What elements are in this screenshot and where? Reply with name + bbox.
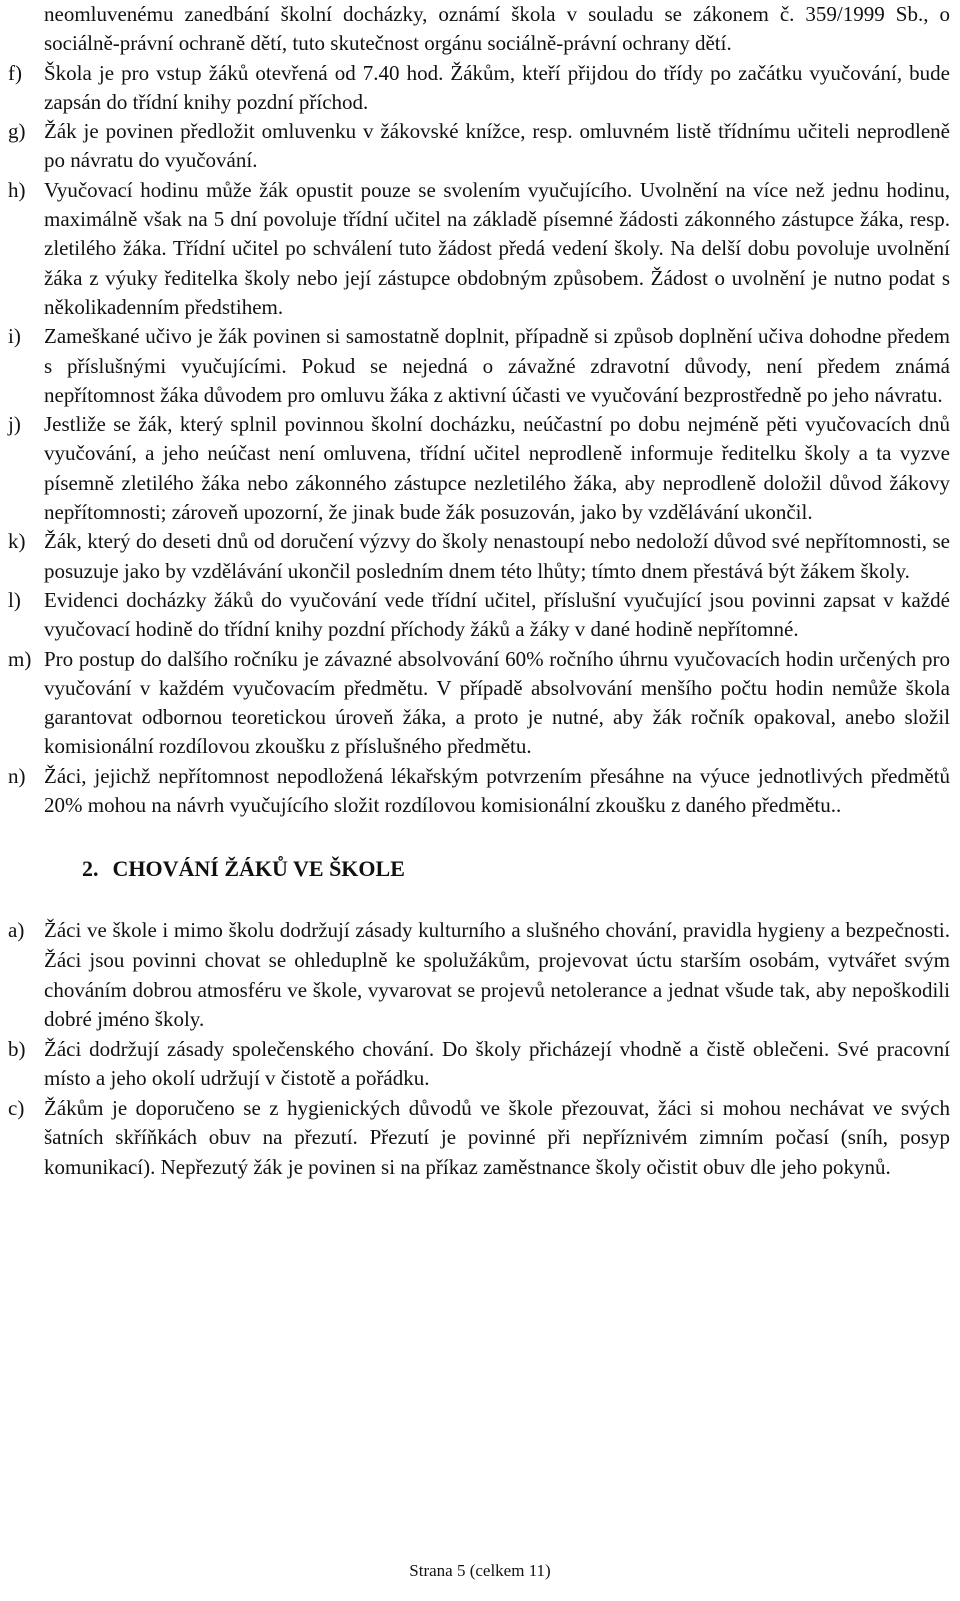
behavior-rules-list [0, 916, 960, 1182]
list-item [0, 1094, 960, 1183]
item-text: Žák je povinen předložit omluvenku v žákovské knížce, resp. omluvném listě třídnímu učiteli neprodleně po návratu do vyučování. [44, 119, 950, 173]
item-marker: c) [8, 1095, 25, 1120]
list-item [0, 410, 960, 527]
list-item [0, 527, 960, 586]
item-text: Žák, který do deseti dnů od doručení výzvy do školy nenastoupí nebo nedoloží důvod své nepřítomnosti, se posuzuje jako by vzdělávání ukončil posledním dnem této lhůty; tímto dnem přestává být žákem školy. [44, 529, 950, 583]
attendance-rules-list [0, 59, 960, 821]
list-item [0, 586, 960, 645]
list-item [0, 322, 960, 410]
item-marker: b) [8, 1036, 26, 1061]
list-item [0, 762, 960, 821]
item-text: Žáci dodržují zásady společenského chování. Do školy přicházejí vhodně a čistě oblečeni. Své pracovní místo a jeho okolí udržují v čistotě a pořádku. [44, 1036, 950, 1091]
item-text: Žákům je doporučeno se z hygienických důvodů ve škole přezouvat, žáci si mohou nechávat ve svých šatních skříňkách obuv na přezutí. Přezutí je povinné při nepříznivém zimním počasí (sníh, posyp komunikací). Nepřezutý žák je povinen si na příkaz zaměstnance školy očistit obuv dle jeho pokynů. [44, 1095, 950, 1180]
item-marker: g) [8, 119, 26, 144]
item-marker: a) [8, 918, 25, 943]
item-text: Jestliže se žák, který splnil povinnou školní docházku, neúčastní po dobu nejméně pěti vyučovacích dnů vyučování, a jeho neúčast není omluvena, třídní učitel neprodleně informuje ředitelku školy a ta vyzve písemně zletilého žáka nebo zákonného zástupce nezletilého žáka, aby neprodleně doložil důvod žákovy nepřítomnosti; zároveň upozorní, že jinak bude žák posuzován, jako by vzdělávání ukončil. [44, 412, 950, 525]
item-text: Žáci, jejichž nepřítomnost nepodložená lékařským potvrzením přesáhne na výuce jednotlivých předmětů 20% mohou na návrh vyučujícího složit rozdílovou komisionální zkoušku z daného předmětu.. [44, 763, 950, 818]
continuation-paragraph: neomluvenému zanedbání školní docházky, oznámí škola v souladu se zákonem č. 359/1999 Sb., o sociálně-právní ochraně dětí, tuto skutečnost orgánu sociálně-právní ochrany dětí. [44, 2, 950, 56]
item-text: Zameškané učivo je žák povinen si samostatně doplnit, případně si způsob doplnění učiva dohodne předem s příslušnými vyučujícími. Pokud se nejedná o závažné zdravotní důvody, není předem známá nepřítomnost žáka důvodem pro omluvu žáka z aktivní účasti ve vyučování bezprostředně po jeho návratu. [44, 324, 950, 407]
item-marker: i) [8, 324, 21, 349]
item-marker: k) [8, 529, 26, 554]
item-text: Pro postup do dalšího ročníku je závazné absolvování 60% ročního úhrnu vyučovacích hodin určených pro vyučování v každém vyučovacím předmětu. V případě absolvování menšího počtu hodin nemůže škola garantovat odbornou teoretickou úroveň žáka, a proto je nutné, aby žák ročník opakoval, anebo složil komisionální rozdílovou zkoušku z příslušného předmětu. [44, 646, 950, 759]
list-item [0, 1035, 960, 1094]
item-marker: m) [8, 646, 32, 671]
item-marker: h) [8, 177, 26, 202]
section-number: 2. [82, 856, 99, 882]
item-text: Škola je pro vstup žáků otevřená od 7.40 hod. Žákům, kteří přijdou do třídy po začátku vyučování, bude zapsán do třídní knihy pozdní příchod. [44, 60, 950, 114]
item-text: Evidenci docházky žáků do vyučování vede třídní učitel, příslušní vyučující jsou povinni zapsat v každé vyučovací hodině do třídní knihy pozdní příchody žáků a žáky v dané hodině nepřítomné. [44, 587, 950, 642]
section-heading [82, 854, 960, 883]
item-marker: j) [8, 412, 21, 437]
item-text: Vyučovací hodinu může žák opustit pouze se svolením vyučujícího. Uvolnění na více než jednu hodinu, maximálně však na 5 dní povoluje třídní učitel na základě písemné žádosti zákonného zástupce žáka, resp. zletilého žáka. Třídní učitel po schválení tuto žádost předá vedení školy. Na delší dobu povoluje uvolnění žáka z výuky ředitelka školy nebo její zástupce obdobným způsobem. Žádost o uvolnění je nutno podat s několikadenním předstihem. [44, 177, 950, 319]
list-item [0, 59, 960, 118]
page-footer: Strana 5 (celkem 11) [409, 1561, 551, 1580]
item-marker: n) [8, 763, 26, 788]
list-item [0, 117, 960, 176]
list-item [0, 916, 960, 1034]
item-text: Žáci ve škole i mimo školu dodržují zásady kulturního a slušného chování, pravidla hygieny a bezpečnosti. Žáci jsou povinni chovat se ohleduplně ke spolužákům, projevovat úctu starším osobám, vytvářet svým chováním dobrou atmosféru ve škole, vyvarovat se projevů netolerance a jednat všude tak, aby nepoškodili dobré jméno školy. [44, 918, 950, 1032]
list-item [0, 645, 960, 762]
list-item [0, 176, 960, 322]
item-marker: f) [8, 60, 22, 85]
item-marker: l) [8, 587, 21, 612]
section-title: CHOVÁNÍ ŽÁKŮ VE ŠKOLE [112, 856, 405, 882]
